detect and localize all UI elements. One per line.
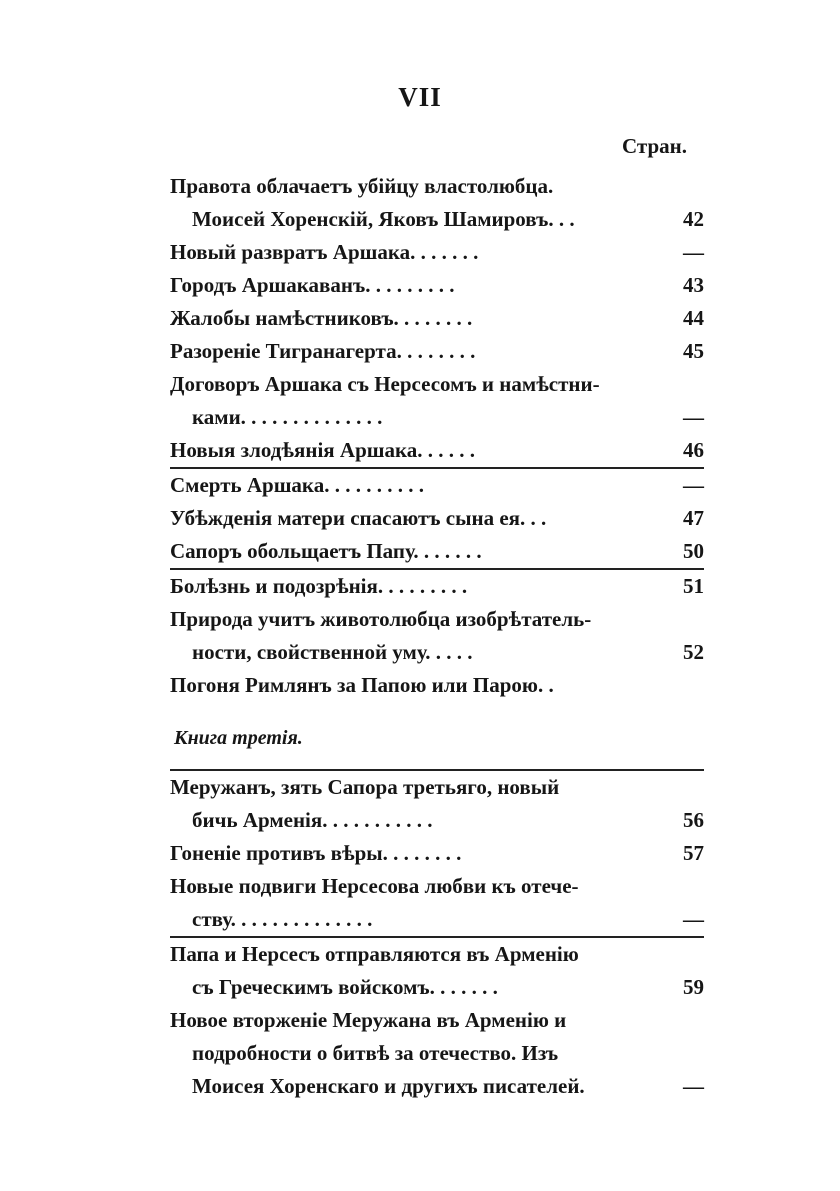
toc-entry	[170, 603, 704, 669]
toc-entry	[170, 1004, 704, 1103]
entry-line: Жалобы намѣстниковъ. . . . . . . .	[170, 306, 473, 330]
page-ref: —	[683, 1074, 704, 1098]
table-of-contents	[170, 170, 704, 1103]
toc-entry	[170, 769, 704, 837]
page-ref: 46	[683, 438, 704, 462]
entry-line: Новые подвиги Нерсесова любви къ отече-	[170, 874, 579, 898]
page-ref: 45	[683, 339, 704, 363]
toc-entry	[170, 170, 704, 236]
entry-line: Правота облачаетъ убійцу властолюбца.	[170, 174, 554, 198]
page-number: VII	[398, 82, 442, 112]
toc-entry	[170, 269, 704, 302]
toc-entry	[170, 502, 704, 535]
page-ref: 56	[683, 808, 704, 832]
entry-line: Болѣзнь и подозрѣнія. . . . . . . . .	[170, 574, 468, 598]
page-ref: 52	[683, 640, 704, 664]
page-ref: 42	[683, 207, 704, 231]
page-ref: —	[683, 473, 704, 497]
entry-line: Договоръ Аршака съ Нерсесомъ и намѣстни-	[170, 372, 600, 396]
entry-line: Погоня Римлянъ за Папою или Парою. .	[170, 673, 554, 697]
entry-line: съ Греческимъ войскомъ. . . . . . .	[192, 975, 498, 999]
toc-entry	[170, 570, 704, 603]
page-ref: 57	[683, 841, 704, 865]
page-ref: 59	[683, 975, 704, 999]
entry-line: Новыя злодѣянія Аршака. . . . . .	[170, 438, 476, 462]
page-ref: 47	[683, 506, 704, 530]
toc-entry	[170, 535, 704, 570]
entry-line: Меружанъ, зять Сапора третьяго, новый	[170, 775, 560, 799]
page-ref: —	[683, 405, 704, 429]
entry-line: Новый развратъ Аршака. . . . . . .	[170, 240, 479, 264]
page-ref: —	[683, 240, 704, 264]
page-column-label: Стран.	[622, 134, 687, 158]
entry-line: Сапоръ обольщаетъ Папу. . . . . . .	[170, 539, 482, 563]
page-ref: 51	[683, 574, 704, 598]
entry-line: Моисея Хоренскаго и другихъ писателей.	[192, 1074, 585, 1098]
toc-entry	[170, 236, 704, 269]
toc-entry	[170, 434, 704, 469]
entry-line: Смерть Аршака. . . . . . . . . .	[170, 473, 424, 497]
entry-line: Моисей Хоренскій, Яковъ Шамировъ. . .	[192, 207, 575, 231]
entry-line: Папа и Нерсесъ отправляются въ Арменію	[170, 942, 579, 966]
entry-line: ству. . . . . . . . . . . . . .	[192, 907, 373, 931]
toc-entry	[170, 837, 704, 870]
toc-entry	[170, 669, 704, 702]
entry-line: Гоненіе противъ вѣры. . . . . . . .	[170, 841, 462, 865]
toc-entry	[170, 335, 704, 368]
entry-line: бичь Арменія. . . . . . . . . . .	[192, 808, 433, 832]
toc-entry	[170, 870, 704, 938]
page-ref: 44	[683, 306, 704, 330]
toc-entry	[170, 302, 704, 335]
entry-line: Убѣжденія матери спасаютъ сына ея. . .	[170, 506, 547, 530]
entry-line: Природа учитъ животолюбца изобрѣтатель-	[170, 607, 592, 631]
entry-line: ками. . . . . . . . . . . . . .	[192, 405, 383, 429]
page-ref: 43	[683, 273, 704, 297]
book-heading: Книга третія.	[174, 727, 303, 749]
toc-entry	[170, 469, 704, 502]
page-ref: 50	[683, 539, 704, 563]
entry-line: подробности о битвѣ за отечество. Изъ	[192, 1041, 559, 1065]
toc-entry	[170, 368, 704, 434]
page-ref	[664, 669, 704, 702]
page-ref: —	[683, 907, 704, 931]
entry-line: Разореніе Тигранагерта. . . . . . . .	[170, 339, 476, 363]
toc-entry	[170, 938, 704, 1004]
entry-line: Новое вторженіе Меружана въ Арменію и	[170, 1008, 567, 1032]
entry-line: Городъ Аршакаванъ. . . . . . . . .	[170, 273, 455, 297]
entry-line: ности, свойственной уму. . . . .	[192, 640, 473, 664]
